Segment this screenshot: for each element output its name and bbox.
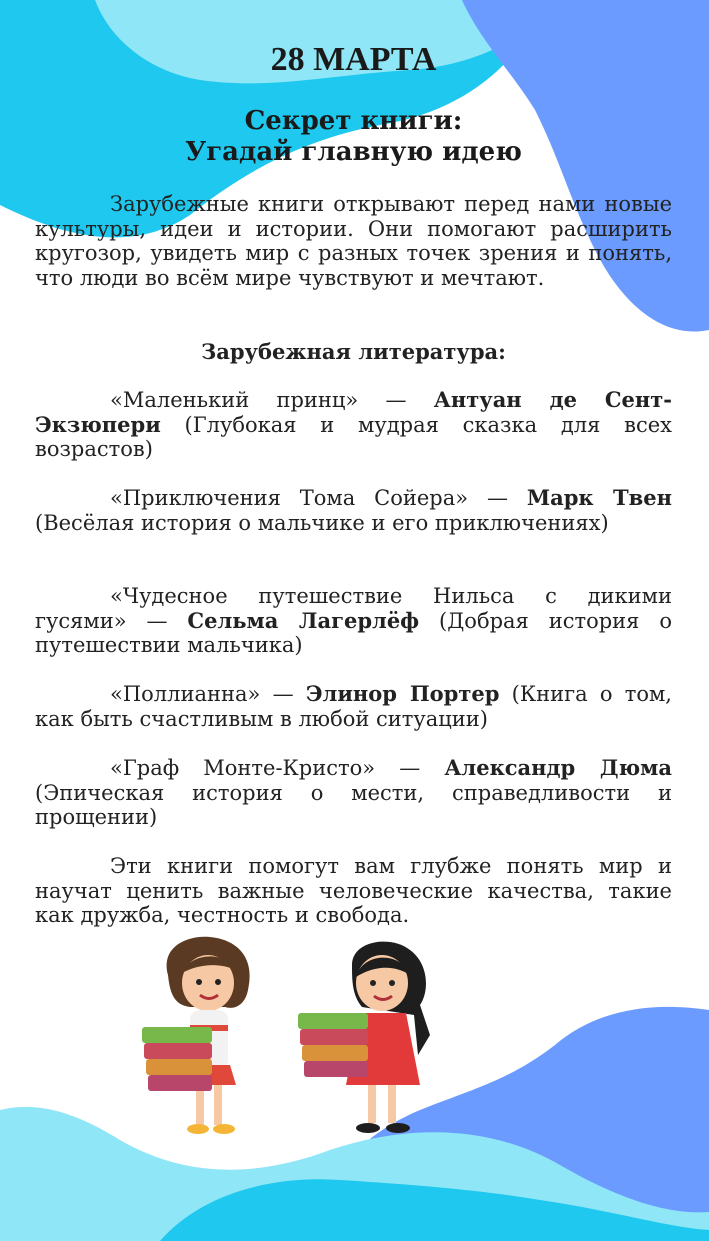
- book-author: Антуан де Сент-Экзюпери: [35, 387, 673, 437]
- book-description: (Глубокая и мудрая сказка для всех возрастов): [35, 412, 672, 461]
- book-author: Элинор Портер: [305, 681, 500, 706]
- book-author: Марк Твен: [526, 485, 672, 510]
- girls-with-books-illustration: [130, 935, 450, 1145]
- book-item: [35, 756, 672, 830]
- book-description: (Добрая история о путешествии мальчика): [35, 608, 672, 657]
- book-item: [35, 486, 672, 535]
- intro-paragraph: Зарубежные книги открывают перед нами новые культуры, идеи и истории. Они помогают расширить кругозор, увидеть мир с разных точек зрения и понять, что люди во всём мире чувствуют и мечтают.: [35, 192, 672, 290]
- girl-right: [298, 942, 430, 1133]
- page-title: [35, 106, 672, 168]
- book-title: «Приключения Тома Сойера» —: [110, 486, 527, 510]
- outro-paragraph: Эти книги помогут вам глубже понять мир и научат ценить важные человеческие качества, такие как дружба, честность и свобода.: [35, 854, 672, 927]
- book-item: [35, 584, 672, 658]
- event-date: 28 МАРТА: [270, 41, 437, 78]
- book-item: [35, 388, 672, 462]
- book-author: Сельма Лагерлёф: [187, 607, 420, 633]
- book-item: [35, 682, 672, 731]
- title-line-2: Угадай главную идею: [185, 137, 522, 167]
- girl-left: [142, 937, 250, 1134]
- book-author: Александр Дюма: [444, 755, 672, 780]
- section-title: Зарубежная литература:: [201, 339, 506, 364]
- title-line-1: Секрет книги:: [244, 106, 463, 136]
- book-title: «Маленький принц» —: [110, 388, 434, 412]
- book-description: (Весёлая история о мальчике и его приключениях): [35, 510, 609, 535]
- book-title: «Чудесное путешествие Нильса с дикими гусями» —: [35, 584, 672, 633]
- book-description: (Книга о том, как быть счастливым в любой ситуации): [35, 682, 672, 731]
- book-description: (Эпическая история о мести, справедливости и прощении): [35, 780, 672, 829]
- book-title: «Граф Монте-Кристо» —: [110, 756, 445, 780]
- book-title: «Поллианна» —: [110, 682, 306, 706]
